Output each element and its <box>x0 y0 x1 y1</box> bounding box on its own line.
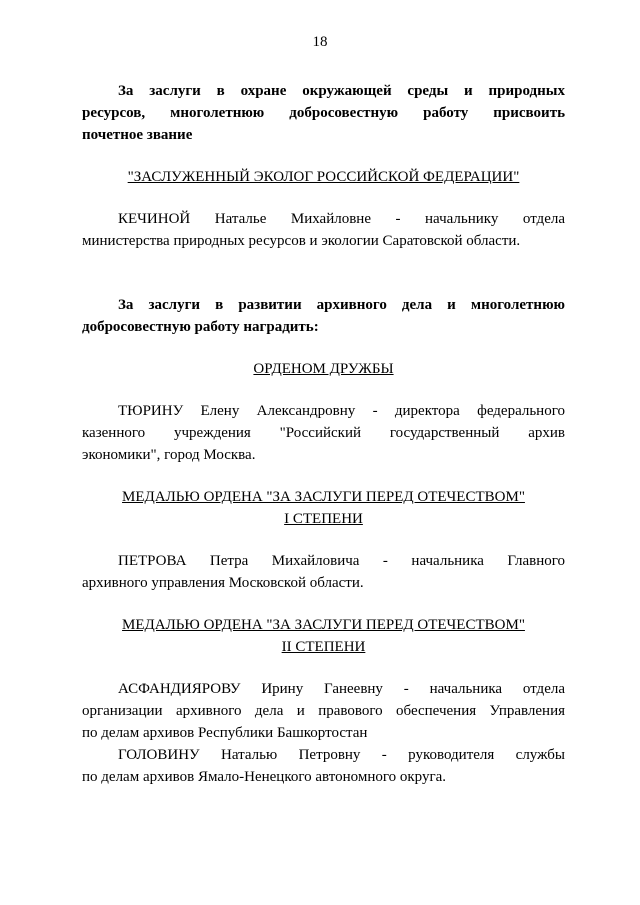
section2-person3 <box>82 678 565 744</box>
person-tyurinu-line-2: казенного учреждения "Российский государственный архив <box>82 425 565 441</box>
section1-person <box>82 208 565 252</box>
person-asfandiyarovu-line-1: АСФАНДИЯРОВУ Ирину Ганеевну - начальника отдела <box>118 681 565 697</box>
section1-award-title <box>82 166 565 188</box>
person-kechinoy-line-1: КЕЧИНОЙ Наталье Михайловне - начальнику отдела <box>118 211 565 227</box>
person-tyurinu-line-1: ТЮРИНУ Елену Александровну - директора федерального <box>118 403 565 419</box>
award-title-medal-second-degree-line-2: II СТЕПЕНИ <box>281 639 366 655</box>
award-title-medal-first-degree-line-2: I СТЕПЕНИ <box>284 511 363 527</box>
person-golovinu-line-1: ГОЛОВИНУ Наталью Петровну - руководителя службы <box>118 747 565 763</box>
section1-intro-line-1: За заслуги в охране окружающей среды и природных <box>118 83 565 99</box>
person-asfandiyarovu-line-2: организации архивного дела и правового обеспечения Управления <box>82 703 565 719</box>
person-petrova-line-2: архивного управления Московской области. <box>82 575 364 591</box>
section2-person2 <box>82 550 565 594</box>
section1-intro <box>82 80 565 146</box>
section2-intro <box>82 294 565 338</box>
person-asfandiyarovu-line-3: по делам архивов Республики Башкортостан <box>82 725 368 741</box>
section2-award3-title <box>82 614 565 658</box>
award-title-honored-ecologist: "ЗАСЛУЖЕННЫЙ ЭКОЛОГ РОССИЙСКОЙ ФЕДЕРАЦИИ" <box>127 169 520 185</box>
award-title-medal-first-degree-line-1: МЕДАЛЬЮ ОРДЕНА "ЗА ЗАСЛУГИ ПЕРЕД ОТЕЧЕСТВОМ" <box>122 489 525 505</box>
section2-intro-line-2: добросовестную работу наградить: <box>82 319 319 335</box>
award-title-medal-second-degree-line-1: МЕДАЛЬЮ ОРДЕНА "ЗА ЗАСЛУГИ ПЕРЕД ОТЕЧЕСТВОМ" <box>122 617 525 633</box>
section2-intro-line-1: За заслуги в развитии архивного дела и многолетнюю <box>118 297 565 313</box>
section2-person1 <box>82 400 565 466</box>
person-golovinu-line-2: по делам архивов Ямало-Ненецкого автономного округа. <box>82 769 447 785</box>
person-kechinoy-line-2: министерства природных ресурсов и экологии Саратовской области. <box>82 233 521 249</box>
person-petrova-line-1: ПЕТРОВА Петра Михайловича - начальника Главного <box>118 553 565 569</box>
section2-person4 <box>82 744 565 788</box>
award-title-order-of-friendship: ОРДЕНОМ ДРУЖБЫ <box>253 361 394 377</box>
section2-award1-title <box>82 358 565 380</box>
person-tyurinu-line-3: экономики", город Москва. <box>82 447 256 463</box>
page-number: 18 <box>312 34 328 50</box>
section1-intro-line-3: почетное звание <box>82 127 193 143</box>
section1-intro-line-2: ресурсов, многолетнюю добросовестную работу присвоить <box>82 105 565 121</box>
section2-award2-title <box>82 486 565 530</box>
